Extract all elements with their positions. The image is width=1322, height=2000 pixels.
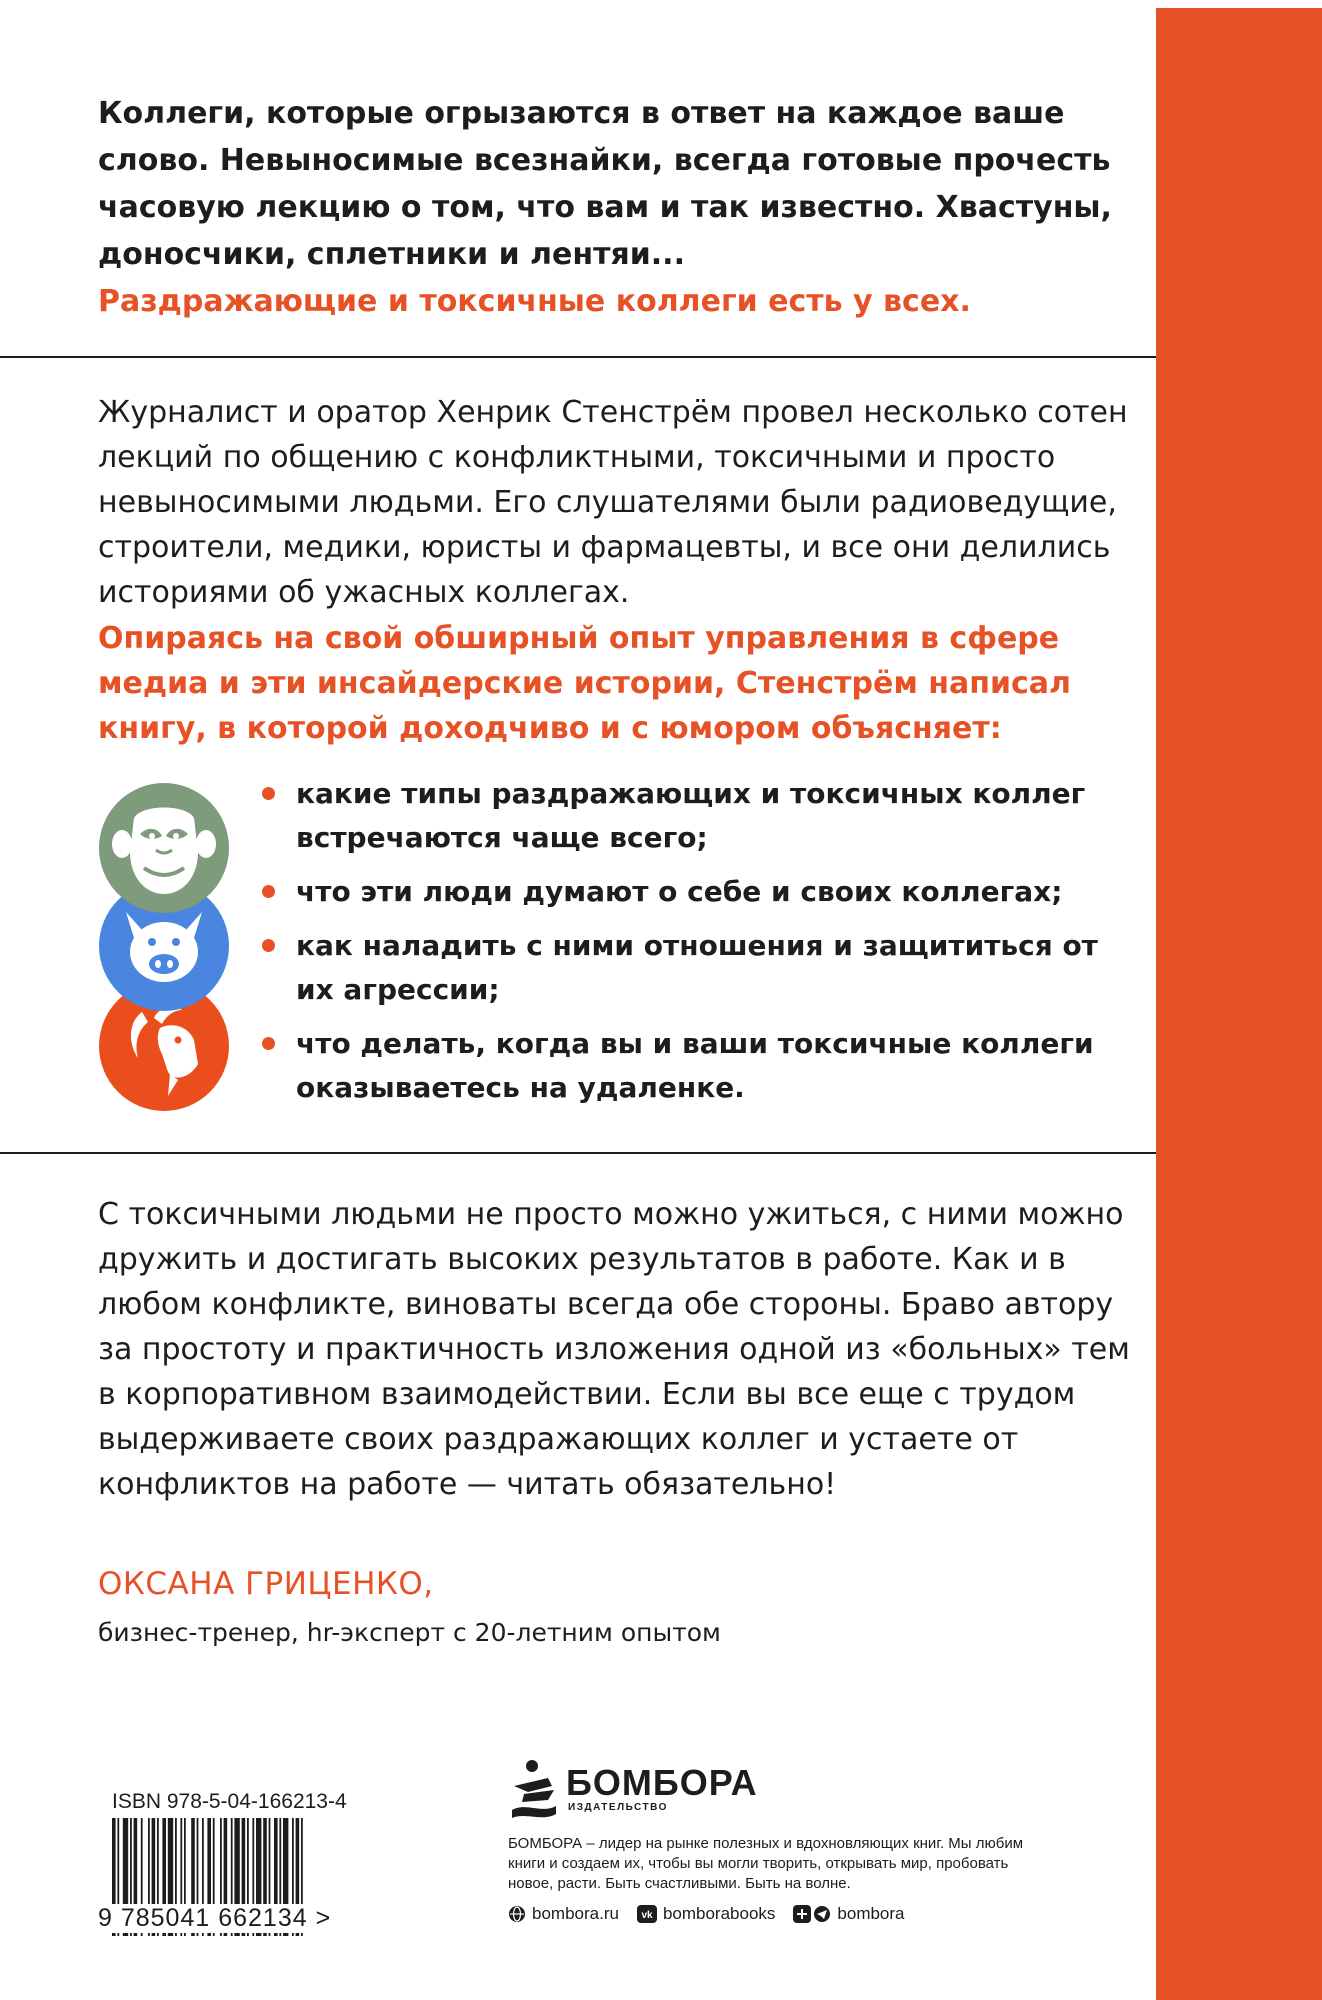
contact-label: bomborabooks [662, 1904, 776, 1923]
bullet-list [262, 772, 1122, 1120]
list-item [262, 772, 1122, 860]
animal-icons [98, 782, 230, 1112]
contact-label: bombora.ru [532, 1904, 619, 1923]
bullet-text: какие типы раздражающих и токсичных коллег встречаются чаще всего; [296, 777, 1086, 854]
contact-label: bombora [837, 1904, 905, 1923]
contact-website[interactable] [508, 1904, 619, 1924]
publisher-name: БОМБОРА [566, 1762, 758, 1803]
barcode-digits: 9 785041 662134 > [98, 1904, 332, 1932]
review-author-role: бизнес-тренер, hr-эксперт с 20-летним опытом [98, 1618, 721, 1647]
list-item [262, 1022, 1122, 1110]
about-text: Журналист и оратор Хенрик Стенстрём провел несколько сотен лекций по общению с конфликтными, токсичными и просто невыносимыми людьми. Его слушателями были радиоведущие, строители, медики, юристы и фармацевты, и все они делились историями об ужасных коллегах. [98, 395, 1128, 610]
list-item [262, 924, 1122, 1012]
bullet-text: что эти люди думают о себе и своих коллегах; [296, 875, 1063, 908]
isbn-label: ISBN 978-5-04-166213-4 [112, 1790, 347, 1813]
intro-accent: Раздражающие и токсичные коллеги есть у всех. [98, 284, 971, 319]
intro-text: Коллеги, которые огрызаются в ответ на каждое ваше слово. Невыносимые всезнайки, всегда готовые прочесть часовую лекцию о том, что вам и так известно. Хвастуны, доносчики, сплетники и лентяи... [98, 96, 1112, 272]
monkey-icon [99, 783, 229, 913]
publisher-contacts [508, 1904, 923, 1924]
divider-top [0, 356, 1156, 358]
review-text: С токсичными людьми не просто можно ужиться, с ними можно дружить и достигать высоких результатов в работе. Как и в любом конфликте, виноваты всегда обе стороны. Браво автору за простоту и практичность изложения одной из «больных» тем в корпоративном взаимодействии. Если вы все еще с трудом выдерживаете своих раздражающих коллег и устаете от конфликтов на работе — читать обязательно! [98, 1197, 1130, 1502]
svg-text:vk: vk [641, 1910, 653, 1921]
contact-vk[interactable] [637, 1904, 775, 1924]
bullet-text: что делать, когда вы и ваши токсичные коллеги оказываетесь на удаленке. [296, 1027, 1094, 1104]
publisher-about: БОМБОРА – лидер на рынке полезных и вдохновляющих книг. Мы любим книги и создаем их, чтобы вы могли творить, открывать мир, пробовать новое, расти. Быть счастливыми. Быть на волне. [508, 1835, 1024, 1892]
divider-bottom [0, 1152, 1156, 1154]
review-block [98, 1192, 1138, 1507]
vk-icon [637, 1905, 657, 1923]
contact-social[interactable] [793, 1904, 904, 1924]
bullet-text: как наладить с ними отношения и защититься от их агрессии; [296, 929, 1098, 1006]
orange-spine-stripe [1156, 8, 1322, 2000]
intro-block [98, 90, 1118, 325]
social-icons [793, 1905, 831, 1923]
list-item [262, 870, 1122, 914]
globe-icon [508, 1905, 526, 1923]
review-author: ОКСАНА ГРИЦЕНКО, [98, 1566, 434, 1602]
publisher-subtitle: ИЗДАТЕЛЬСТВО [568, 1802, 668, 1813]
about-accent: Опираясь на свой обширный опыт управления в сфере медиа и эти инсайдерские истории, Стенстрём написал книгу, в которой доходчиво и с юмором объясняет: [98, 621, 1072, 746]
